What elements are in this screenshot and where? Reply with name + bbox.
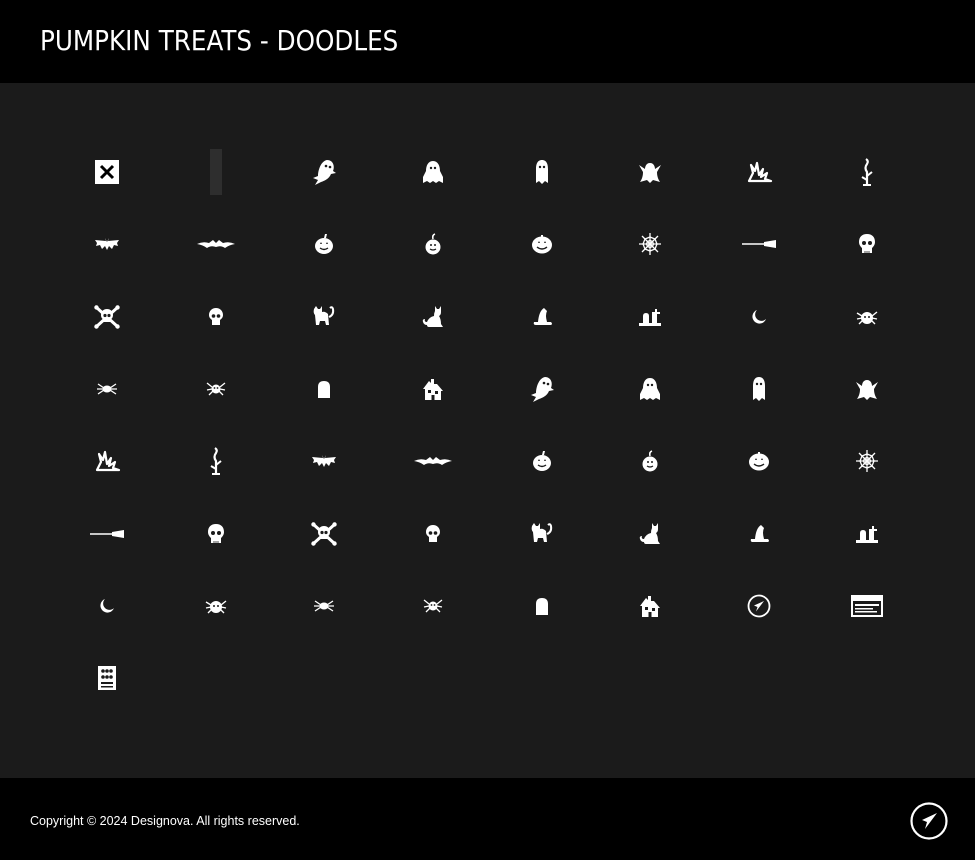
spider-web-icon (856, 450, 878, 472)
icon-tile-57[interactable] (53, 642, 162, 714)
black-cat-sitting-icon (421, 305, 445, 329)
icon-tile-27[interactable] (270, 353, 379, 425)
ghost-tall-icon (535, 159, 549, 185)
icon-tile-42[interactable] (162, 497, 271, 569)
icon-tile-44[interactable] (379, 497, 488, 569)
icon-tile-33[interactable] (53, 425, 162, 497)
bare-sapling-icon (208, 447, 224, 475)
icon-tile-9[interactable] (53, 208, 162, 280)
icon-tile-51[interactable] (270, 570, 379, 642)
placeholder-bar-icon (210, 149, 222, 195)
icon-tile-35[interactable] (270, 425, 379, 497)
icon-tile-41[interactable] (53, 497, 162, 569)
copyright-text: Copyright © 2024 Designova. All rights reserved. (30, 814, 300, 828)
designova-logo-button[interactable] (910, 802, 948, 840)
witch-hat-icon (531, 307, 553, 327)
icon-tile-47[interactable] (705, 497, 814, 569)
bat-icon (311, 454, 337, 468)
black-cat-arched-icon (530, 522, 554, 546)
icon-tile-18[interactable] (162, 281, 271, 353)
icon-tile-6[interactable] (596, 136, 705, 208)
compass-logo-icon (747, 594, 771, 618)
page-title: PUMPKIN TREATS - DOODLES (40, 24, 399, 57)
icon-tile-2[interactable] (162, 136, 271, 208)
icon-tile-49[interactable] (53, 570, 162, 642)
skull-icon (858, 233, 876, 255)
graveyard-icon (639, 308, 661, 326)
haunted-house-icon (423, 378, 443, 400)
spider-round-icon (205, 597, 227, 615)
compass-logo-icon (910, 802, 948, 840)
icon-tile-7[interactable] (705, 136, 814, 208)
pumpkin-round-icon (531, 234, 553, 254)
icon-tile-34[interactable] (162, 425, 271, 497)
broomstick-icon (90, 530, 124, 538)
mini-sheet-icon (98, 666, 116, 690)
icon-tile-24[interactable] (813, 281, 922, 353)
icon-tile-38[interactable] (596, 425, 705, 497)
icon-tile-21[interactable] (487, 281, 596, 353)
tombstone-icon (317, 380, 331, 398)
icon-tile-15[interactable] (705, 208, 814, 280)
bat-wide-icon (414, 456, 452, 466)
broomstick-icon (742, 240, 776, 248)
ghost-arms-icon (855, 378, 879, 400)
icon-tile-54[interactable] (596, 570, 705, 642)
page-header (0, 0, 975, 83)
ghost-icon (639, 377, 661, 401)
icon-tile-56[interactable] (813, 570, 922, 642)
icon-tile-3[interactable] (270, 136, 379, 208)
black-cat-arched-icon (312, 305, 336, 329)
icon-tile-11[interactable] (270, 208, 379, 280)
skull-small-icon (208, 307, 224, 327)
broken-tree-icon (95, 450, 119, 472)
spider-icon (313, 599, 335, 613)
crescent-moon-icon (99, 598, 115, 614)
graveyard-icon (856, 525, 878, 543)
pumpkin-icon (532, 450, 552, 472)
icon-tile-20[interactable] (379, 281, 488, 353)
spider-icon (96, 382, 118, 396)
close-icon (95, 160, 119, 184)
black-cat-sitting-icon (638, 522, 662, 546)
icon-tile-48[interactable] (813, 497, 922, 569)
icon-tile-46[interactable] (596, 497, 705, 569)
pumpkin-small-icon (641, 450, 659, 472)
icon-tile-29[interactable] (487, 353, 596, 425)
icon-tile-16[interactable] (813, 208, 922, 280)
icon-tile-43[interactable] (270, 497, 379, 569)
icon-tile-40[interactable] (813, 425, 922, 497)
icon-tile-12[interactable] (379, 208, 488, 280)
icon-tile-26[interactable] (162, 353, 271, 425)
icon-tile-17[interactable] (53, 281, 162, 353)
icon-tile-45[interactable] (487, 497, 596, 569)
pumpkin-round-icon (748, 451, 770, 471)
icon-tile-13[interactable] (487, 208, 596, 280)
icon-tile-1[interactable] (53, 136, 162, 208)
icon-tile-50[interactable] (162, 570, 271, 642)
icon-tile-10[interactable] (162, 208, 271, 280)
icon-tile-28[interactable] (379, 353, 488, 425)
pumpkin-small-icon (424, 233, 442, 255)
icon-tile-5[interactable] (487, 136, 596, 208)
crescent-moon-icon (751, 309, 767, 325)
page-footer (0, 778, 975, 860)
spider-round-icon (856, 308, 878, 326)
skull-small-icon (425, 524, 441, 544)
icon-tile-36[interactable] (379, 425, 488, 497)
icon-tile-4[interactable] (379, 136, 488, 208)
icon-tile-37[interactable] (487, 425, 596, 497)
spider-small-icon (423, 597, 443, 615)
icon-grid (53, 136, 922, 714)
broken-tree-icon (747, 161, 771, 183)
icon-tile-19[interactable] (270, 281, 379, 353)
skull-crossbones-icon (311, 522, 337, 546)
witch-hat-icon (748, 524, 770, 544)
icon-tile-25[interactable] (53, 353, 162, 425)
banner-card-icon (851, 595, 883, 617)
ghost-icon (422, 160, 444, 184)
icon-tile-52[interactable] (379, 570, 488, 642)
icon-tile-30[interactable] (596, 353, 705, 425)
icon-tile-55[interactable] (705, 570, 814, 642)
pumpkin-icon (314, 233, 334, 255)
icon-tile-32[interactable] (813, 353, 922, 425)
skull-crossbones-icon (94, 305, 120, 329)
spider-web-icon (639, 233, 661, 255)
tombstone-icon (535, 597, 549, 615)
icon-tile-8[interactable] (813, 136, 922, 208)
bat-wide-icon (197, 239, 235, 249)
ghost-flying-icon (312, 158, 336, 186)
icon-tile-23[interactable] (705, 281, 814, 353)
icon-tile-31[interactable] (705, 353, 814, 425)
ghost-tall-icon (752, 376, 766, 402)
haunted-house-icon (640, 595, 660, 617)
icon-tile-53[interactable] (487, 570, 596, 642)
icon-gallery (0, 83, 975, 778)
bat-icon (94, 237, 120, 251)
spider-small-icon (206, 380, 226, 398)
icon-tile-22[interactable] (596, 281, 705, 353)
ghost-arms-icon (638, 161, 662, 183)
skull-icon (207, 523, 225, 545)
bare-sapling-icon (859, 158, 875, 186)
ghost-flying-icon (530, 375, 554, 403)
icon-tile-39[interactable] (705, 425, 814, 497)
icon-tile-14[interactable] (596, 208, 705, 280)
